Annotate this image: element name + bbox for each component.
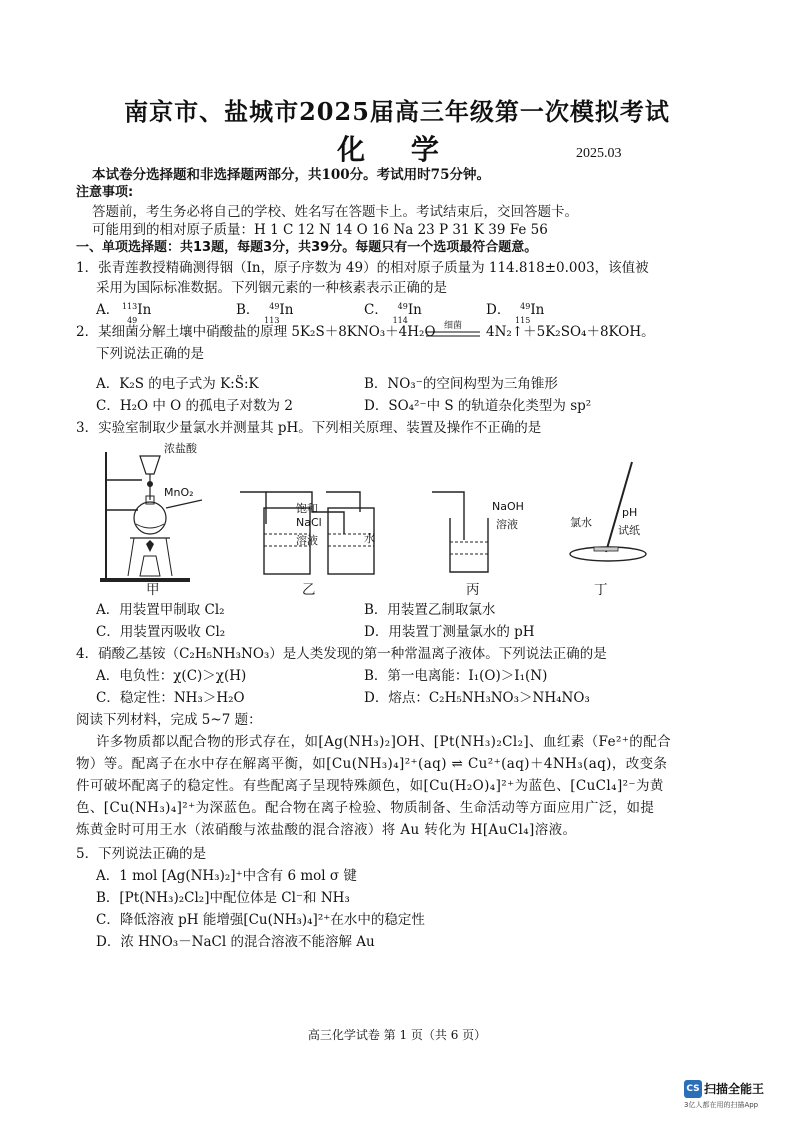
reading-paragraph-line1: 许多物质都以配合物的形式存在，如[Ag(NH₃)₂]OH、[Pt(NH₃)₂Cl₂]、血红素（Fe²⁺的配合 (96, 734, 672, 750)
label-ph-2: 试纸 (618, 524, 640, 537)
q3-option-a: A．用装置甲制取 Cl₂ (96, 602, 225, 618)
label-sat-nacl-2: NaCl (296, 516, 322, 529)
label-naoh-2: 溶液 (496, 518, 518, 531)
q4-option-c: C．稳定性：NH₃＞H₂O (96, 690, 245, 706)
q1-option-a: A． 113 49 In (96, 301, 152, 325)
label-ph-1: pH (622, 506, 638, 519)
q5-option-b: B．[Pt(NH₃)₂Cl₂]中配位体是 Cl⁻和 NH₃ (96, 890, 350, 906)
intro-line: 本试卷分选择题和非选择题两部分，共100分。考试用时75分钟。 (92, 167, 490, 183)
caption-jia: 甲 (146, 582, 160, 598)
section-heading: 一、单项选择题：共13题，每题3分，共39分。每题只有一个选项最符合题意。 (76, 240, 538, 255)
q5-option-c: C．降低溶液 pH 能增强[Cu(NH₃)₄]²⁺在水中的稳定性 (96, 912, 425, 928)
atomic-mass-line: 可能用到的相对原子质量：H 1 C 12 N 14 O 16 Na 23 P 31 K 39 Fe 56 (92, 222, 548, 238)
exam-title: 南京市、盐城市2025届高三年级第一次模拟考试 (124, 97, 670, 126)
apparatus-jia-figure (92, 440, 222, 590)
label-mno2: MnO₂ (164, 486, 194, 499)
q5-stem: 5．下列说法正确的是 (76, 846, 207, 862)
caption-bing: 丙 (466, 582, 480, 598)
q2-stem: 2．某细菌分解土壤中硝酸盐的原理 5K₂S＋8KNO₃＋4H₂O (76, 324, 436, 340)
reading-paragraph-line2: 物）等。配离子在水中存在解离平衡，如[Cu(NH₃)₄]²⁺(aq) ⇌ Cu²⁺(aq)＋4NH₃(aq)，改变条 (76, 756, 668, 772)
q2-option-c: C．H₂O 中 O 的孤电子对数为 2 (96, 398, 293, 414)
q4-option-b: B．第一电离能：I₁(O)＞I₁(N) (364, 668, 548, 684)
q2-products: 4N₂↑＋5K₂SO₄＋8KOH。 (486, 324, 655, 340)
label-chlorine-water: 氯水 (570, 516, 592, 529)
reading-paragraph-line5: 炼黄金时可用王水（浓硝酸与浓盐酸的混合溶液）将 Au 转化为 H[AuCl₄]溶液。 (76, 822, 577, 838)
caption-ding: 丁 (594, 582, 608, 598)
apparatus-ding-figure (562, 456, 672, 566)
subject-title: 化 学 (337, 133, 457, 166)
caption-yi: 乙 (302, 582, 316, 598)
q3-option-b: B．用装置乙制取氯水 (364, 602, 496, 618)
q2-option-a: A．K₂S 的电子式为 K:S̈:K (96, 376, 259, 392)
q3-stem: 3．实验室制取少量氯水并测量其 pH。下列相关原理、装置及操作不正确的是 (76, 420, 542, 436)
reading-intro: 阅读下列材料，完成 5~7 题： (76, 712, 262, 728)
label-conc-hcl: 浓盐酸 (164, 442, 197, 455)
scanner-watermark (684, 1078, 764, 1098)
q1-option-c: C． 49 114 In (364, 301, 422, 325)
scanner-tagline: 3亿人都在用的扫描App (684, 1101, 759, 1109)
q4-option-a: A．电负性：χ(C)＞χ(H) (96, 668, 247, 684)
q2-option-b: B．NO₃⁻的空间构型为三角锥形 (364, 376, 558, 392)
label-water: 水 (364, 532, 375, 545)
label-naoh-1: NaOH (492, 500, 524, 513)
label-sat-nacl-3: 溶液 (296, 534, 318, 547)
q1-stem-line2: 采用为国际标准数据。下列铟元素的一种核素表示正确的是 (96, 280, 447, 296)
q2-option-d: D．SO₄²⁻中 S 的轨道杂化类型为 sp² (364, 398, 592, 414)
q1-stem-line1: 1．张青莲教授精确测得铟（In，原子序数为 49）的相对原子质量为 114.818±0.003，该值被 (76, 260, 649, 276)
exam-date: 2025.03 (576, 146, 622, 161)
scanner-name: 扫描全能王 (704, 1082, 765, 1096)
q3-option-c: C．用装置丙吸收 Cl₂ (96, 624, 226, 640)
reading-paragraph-line3: 件可破坏配离子的稳定性。有些配离子呈现特殊颜色，如[Cu(H₂O)₄]²⁺为蓝色、[CuCl₄]²⁻为黄 (76, 778, 664, 794)
q4-option-d: D．熔点：C₂H₅NH₃NO₃＞NH₄NO₃ (364, 690, 590, 706)
q2-prompt: 下列说法正确的是 (96, 346, 204, 362)
page-footer: 高三化学试卷 第 1 页（共 6 页） (307, 1028, 487, 1042)
scanner-logo-icon: CS (684, 1080, 702, 1098)
q1-option-d: D． 49 115 In (486, 301, 545, 325)
q2-arrow-label: 细菌 (443, 321, 462, 331)
q5-option-a: A．1 mol [Ag(NH₃)₂]⁺中含有 6 mol σ 键 (96, 868, 357, 884)
reading-paragraph-line4: 色、[Cu(NH₃)₄]²⁺为深蓝色。配合物在离子检验、物质制备、生命活动等方面应用广泛，如提 (76, 800, 655, 816)
q3-option-d: D．用装置丁测量氯水的 pH (364, 624, 535, 640)
q2-equals-arrow (424, 330, 482, 338)
notice-text: 答题前，考生务必将自己的学校、姓名写在答题卡上。考试结束后，交回答题卡。 (92, 204, 578, 220)
q5-option-d: D．浓 HNO₃－NaCl 的混合溶液不能溶解 Au (96, 934, 375, 950)
label-sat-nacl-1: 饱和 (296, 502, 318, 515)
notice-heading: 注意事项: (76, 185, 134, 200)
q1-option-b: B． 49 113 In (236, 301, 294, 325)
apparatus-bing-figure (430, 484, 510, 584)
q4-stem: 4．硝酸乙基铵（C₂H₅NH₃NO₃）是人类发现的第一种常温离子液体。下列说法正确的是 (76, 646, 607, 662)
